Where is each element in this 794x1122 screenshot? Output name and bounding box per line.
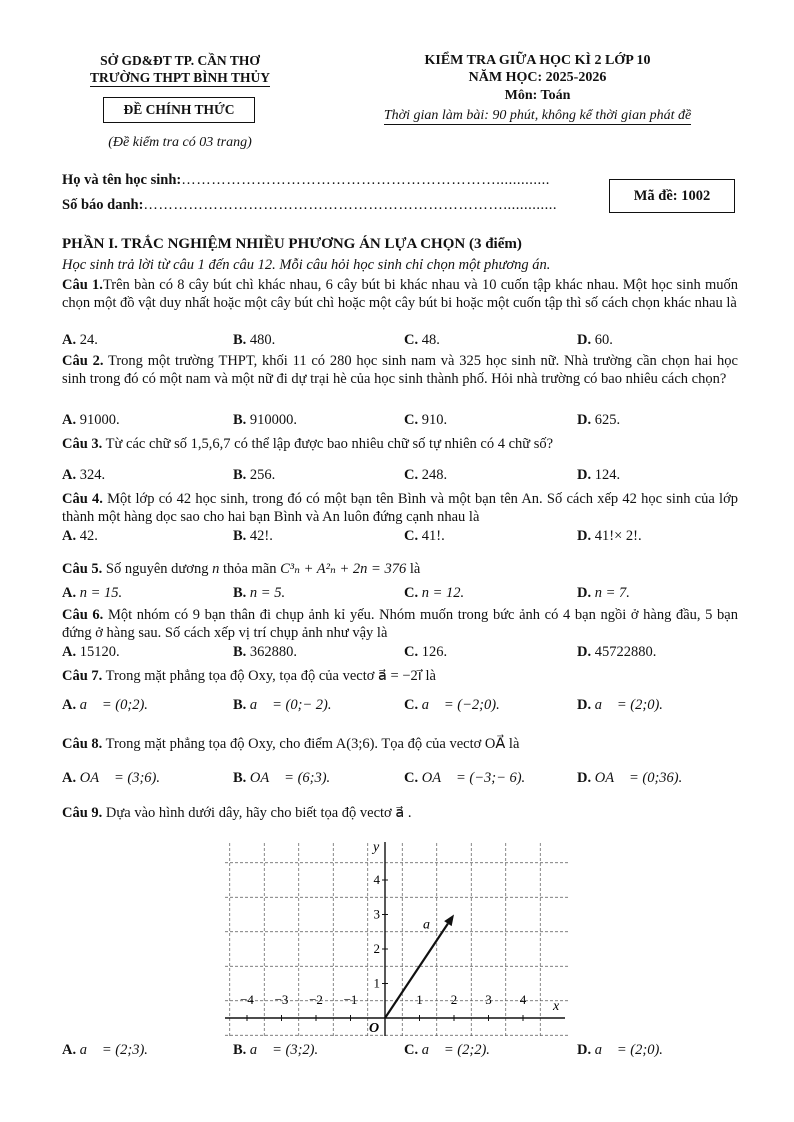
- q9-option-c[interactable]: C. a⃗ = (2;2).: [404, 1042, 490, 1058]
- q8-option-b[interactable]: B. OA⃗ = (6;3).: [233, 770, 331, 786]
- x-axis-label: x: [553, 999, 560, 1014]
- x-tick-label: 2: [450, 992, 458, 1007]
- school-name: TRƯỜNG THPT BÌNH THỦY: [90, 70, 270, 85]
- q1-option-c[interactable]: C. 48.: [404, 332, 440, 348]
- q3-option-c[interactable]: C. 248.: [404, 467, 448, 483]
- question-8: Câu 8. Trong mặt phẳng tọa độ Oxy, cho điểm A(3;6). Tọa độ của vectơ OA⃗ là: [62, 736, 520, 752]
- pages-note: (Đề kiểm tra có 03 trang): [108, 135, 252, 150]
- q3-option-b[interactable]: B. 256.: [233, 467, 276, 483]
- q5-option-a[interactable]: A. n = 15.: [62, 585, 123, 601]
- q4-option-b[interactable]: B. 42!.: [233, 528, 273, 544]
- exam-title: KIỂM TRA GIỮA HỌC KÌ 2 LỚP 10: [424, 53, 651, 68]
- q1-option-d[interactable]: D. 60.: [577, 332, 613, 348]
- question-3: Câu 3. Từ các chữ số 1,5,6,7 có thể lập được bao nhiêu chữ số tự nhiên có 4 chữ số?: [62, 436, 554, 452]
- x-tick-label: 4: [519, 992, 527, 1007]
- question-5: Câu 5. Số nguyên dương n thỏa mãn C³ₙ + A²ₙ + 2n = 376 là: [62, 561, 421, 577]
- q4-option-d[interactable]: D. 41!× 2!.: [577, 528, 642, 544]
- q7-option-b[interactable]: B. a⃗ = (0;− 2).: [233, 697, 332, 713]
- q2-option-b[interactable]: B. 910000.: [233, 412, 298, 428]
- school-year: NĂM HỌC: 2025-2026: [468, 70, 607, 85]
- question-2: Câu 2. Trong một trường THPT, khối 11 có 280 học sinh nam và 325 học sinh nữ. Nhà trường cần chọn hai học sinh trong đó có một nam và một nữ đi dự trại hè của học sinh thành phố. Hỏi nhà trường có bao nhiêu cách chọn?: [62, 353, 738, 387]
- q6-option-a[interactable]: A. 15120.: [62, 644, 120, 660]
- student-id-line[interactable]: Số báo danh:……………………………………………………………….............: [62, 197, 558, 213]
- vector-a-label: a⃗: [422, 917, 441, 933]
- y-axis-label: y: [373, 840, 380, 855]
- q8-option-c[interactable]: C. OA⃗ = (−3;− 6).: [404, 770, 526, 786]
- x-tick-label: 3: [485, 992, 492, 1007]
- exam-code: Mã đề: 1002: [609, 179, 735, 213]
- q6-option-c[interactable]: C. 126.: [404, 644, 448, 660]
- question-1: Câu 1.Trên bàn có 8 cây bút chì khác nhau, 6 cây bút bi khác nhau và 10 cuốn tập khác nhau. Một học sinh muốn chọn một đồ vật duy nhất hoặc một cây bút chì hoặc một cây bút bi hoặc một cuốn tập thì số cách chọn khác nhau là: [62, 277, 738, 311]
- q1-option-a[interactable]: A. 24.: [62, 332, 98, 348]
- origin-label: O: [369, 1021, 380, 1036]
- dept-name: SỞ GD&ĐT TP. CẦN THƠ: [100, 53, 260, 68]
- q2-option-a[interactable]: A. 91000.: [62, 412, 120, 428]
- official-badge: ĐỀ CHÍNH THỨC: [103, 97, 255, 123]
- question-9: Câu 9. Dựa vào hình dưới dây, hãy cho biết tọa độ vectơ a⃗ .: [62, 805, 412, 821]
- q5-option-b[interactable]: B. n = 5.: [233, 585, 286, 601]
- student-name-line[interactable]: Họ và tên học sinh:……………………………………………………….............: [62, 172, 550, 188]
- question-4: Câu 4. Một lớp có 42 học sinh, trong đó có một bạn tên Bình và một bạn tên An. Số cách xếp 42 học sinh của lớp thành một hàng dọc sao cho hai bạn Bình và An luôn đứng cạnh nhau là: [62, 491, 738, 525]
- vector-a-arrowhead: [444, 915, 454, 927]
- q9-option-a[interactable]: A. a⃗ = (2;3).: [62, 1042, 148, 1058]
- q6-option-d[interactable]: D. 45722880.: [577, 644, 657, 660]
- y-tick-label: 4: [373, 872, 380, 887]
- part1-instruction: Học sinh trả lời từ câu 1 đến câu 12. Mỗi câu hỏi học sinh chỉ chọn một phương án.: [62, 257, 551, 273]
- q9-option-b[interactable]: B. a⃗ = (3;2).: [233, 1042, 319, 1058]
- q7-option-d[interactable]: D. a⃗ = (2;0).: [577, 697, 663, 713]
- q5-option-c[interactable]: C. n = 12.: [404, 585, 465, 601]
- q7-option-c[interactable]: C. a⃗ = (−2;0).: [404, 697, 500, 713]
- time-note: Thời gian làm bài: 90 phút, không kể thời gian phát đề: [383, 108, 692, 123]
- subject: Môn: Toán: [504, 88, 571, 103]
- q4-option-c[interactable]: C. 41!.: [404, 528, 445, 544]
- q4-option-a[interactable]: A. 42.: [62, 528, 98, 544]
- question-7: Câu 7. Trong mặt phẳng tọa độ Oxy, tọa độ của vectơ a⃗ = −2i⃗ là: [62, 668, 436, 684]
- q9-option-d[interactable]: D. a⃗ = (2;0).: [577, 1042, 663, 1058]
- part1-title: PHẦN I. TRẮC NGHIỆM NHIỀU PHƯƠNG ÁN LỰA CHỌN (3 điểm): [62, 236, 522, 252]
- x-tick-label: 1: [416, 992, 423, 1007]
- q6-option-b[interactable]: B. 362880.: [233, 644, 298, 660]
- q7-option-a[interactable]: A. a⃗ = (0;2).: [62, 697, 148, 713]
- q5-option-d[interactable]: D. n = 7.: [577, 585, 630, 601]
- y-tick-label: 3: [373, 906, 380, 922]
- y-tick-label: 2: [373, 941, 380, 956]
- q8-option-a[interactable]: A. OA⃗ = (3;6).: [62, 770, 160, 786]
- y-tick-label: 1: [373, 975, 380, 991]
- x-tick-label: −2: [309, 992, 323, 1007]
- q8-option-d[interactable]: D. OA⃗ = (0;36).: [577, 770, 683, 786]
- graph-ticks: [240, 872, 527, 1021]
- q3-option-d[interactable]: D. 124.: [577, 467, 621, 483]
- graph-grid: [225, 843, 570, 1036]
- x-tick-label: −4: [240, 992, 254, 1007]
- question-6: Câu 6. Một nhóm có 9 bạn thân đi chụp ảnh kỉ yếu. Nhóm muốn trong bức ảnh có 4 bạn ngồi ở hàng đầu, 5 bạn đứng ở hàng sau. Số cách xếp vị trí chụp ảnh như vậy là: [62, 607, 738, 641]
- coordinate-graph: [225, 838, 570, 1038]
- x-tick-label: −3: [274, 992, 289, 1007]
- q2-option-d[interactable]: D. 625.: [577, 412, 621, 428]
- x-tick-label: −1: [343, 992, 358, 1007]
- q1-option-b[interactable]: B. 480.: [233, 332, 276, 348]
- q2-option-c[interactable]: C. 910.: [404, 412, 448, 428]
- q3-option-a[interactable]: A. 324.: [62, 467, 106, 483]
